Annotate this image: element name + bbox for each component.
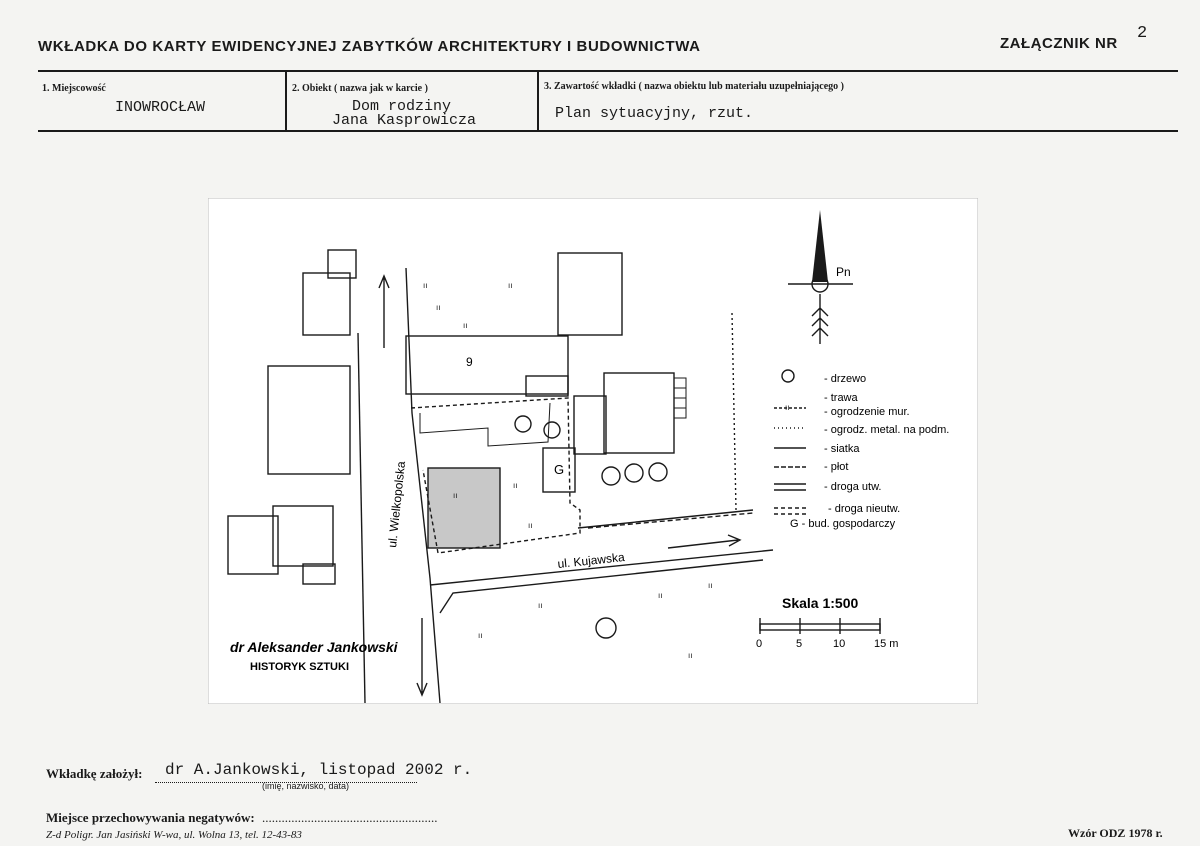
legend-7: - droga utw.	[824, 481, 882, 493]
svg-text:ıı: ıı	[658, 591, 663, 600]
legend-1: - drzewo	[824, 373, 867, 385]
made-by-hint: (imię, nazwisko, data)	[262, 781, 350, 791]
scale-tick-10: 10	[833, 638, 846, 650]
made-by-value: dr A.Jankowski, listopad 2002 r.	[165, 761, 473, 779]
svg-text:ıı: ıı	[538, 601, 543, 610]
svg-text:ıı: ıı	[453, 491, 458, 500]
form-code: Wzór ODZ 1978 r.	[1068, 826, 1163, 840]
site-plan	[208, 198, 978, 704]
table-top-rule	[38, 70, 1178, 72]
field-3-label: 3. Zawartość wkładki ( nazwa obiektu lub materiału uzupełniającego )	[544, 81, 845, 92]
svg-text:ıı: ıı	[463, 321, 468, 330]
printer-line: Z-d Poligr. Jan Jasiński W-wa, ul. Wolna 13, tel. 12-43-83	[46, 829, 302, 841]
legend-8: - droga nieutw.	[828, 503, 901, 515]
svg-text:ıı: ıı	[436, 303, 441, 312]
annex-label: ZAŁĄCZNIK NR	[1000, 35, 1118, 52]
legend-4: - ogrodz. metal. na podm.	[824, 424, 950, 436]
svg-text:ıı: ıı	[508, 281, 513, 290]
made-by-label: Wkładkę założył:	[46, 766, 143, 781]
svg-text:ıı: ıı	[785, 403, 790, 412]
annex-number: 2	[1137, 24, 1148, 43]
field-2-label: 2. Obiekt ( nazwa jak w karcie )	[292, 83, 428, 94]
negatives-dots: ......................................................	[262, 810, 438, 825]
legend-3: - ogrodzenie mur.	[824, 406, 910, 418]
svg-text:ıı: ıı	[708, 581, 713, 590]
north-label: Pn	[836, 265, 851, 279]
negatives-label: Miejsce przechowywania negatywów:	[46, 810, 255, 825]
field-2-value-line1: Dom rodziny	[352, 98, 452, 115]
table-divider-2	[537, 72, 539, 130]
legend-6: - płot	[824, 461, 849, 473]
svg-text:ıı: ıı	[528, 521, 533, 530]
svg-text:ıı: ıı	[688, 651, 693, 660]
street-vertical-label: ul. Wielkopolska	[385, 460, 409, 549]
street-horizontal-label: ul. Kujawska	[556, 550, 626, 571]
house-number: 9	[466, 355, 473, 369]
legend-5: - siatka	[824, 443, 860, 455]
table-divider-1	[285, 72, 287, 130]
house-kasprowicz	[428, 468, 500, 548]
field-2-value-line2: Jana Kasprowicza	[332, 112, 477, 129]
legend-2: - trawa	[824, 392, 858, 404]
stamp-name: dr Aleksander Jankowski	[230, 639, 398, 655]
scale-title: Skala 1:500	[782, 595, 859, 611]
svg-text:ıı: ıı	[478, 631, 483, 640]
table-bottom-rule	[38, 130, 1178, 132]
field-1-value: INOWROCŁAW	[115, 99, 206, 116]
svg-text:ıı: ıı	[513, 481, 518, 490]
scale-tick-5: 5	[796, 638, 803, 650]
building-g-label: G	[554, 462, 565, 477]
form-title: WKŁADKA DO KARTY EWIDENCYJNEJ ZABYTKÓW ARCHITEKTURY I BUDOWNICTWA	[38, 38, 701, 55]
field-3-value: Plan sytuacyjny, rzut.	[555, 105, 754, 122]
legend-9: G - bud. gospodarczy	[790, 518, 896, 530]
stamp-title: HISTORYK SZTUKI	[250, 661, 350, 673]
scale-tick-0: 0	[756, 638, 763, 650]
field-1-label: 1. Miejscowość	[42, 83, 106, 94]
svg-text:ıı: ıı	[423, 281, 428, 290]
scale-tick-15: 15 m	[874, 638, 899, 650]
